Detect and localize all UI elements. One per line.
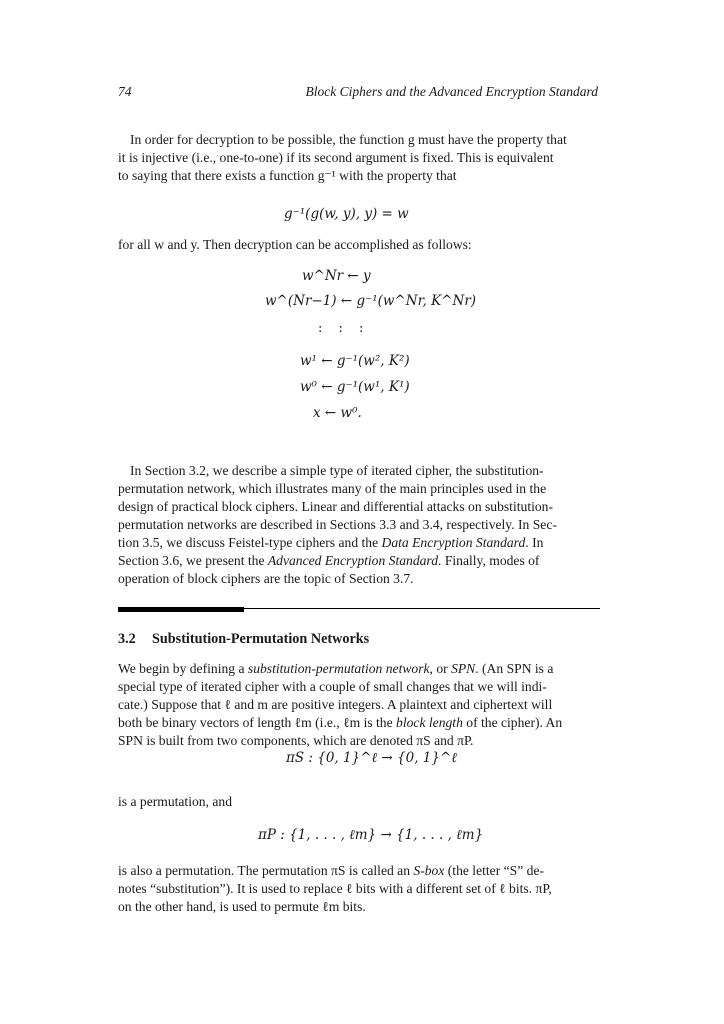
text-line — [118, 862, 598, 880]
text-line: it is injective (i.e., one-to-one) if its second argument is fixed. This is equivalent — [118, 150, 554, 165]
decryption-step: w⁰ ← g⁻¹(w¹, K¹) — [300, 379, 410, 395]
text-line — [118, 714, 598, 732]
section-rule-thin — [244, 608, 600, 609]
spn-paragraph — [118, 660, 598, 750]
emphasis-text: Advanced Encryption Standard — [267, 553, 439, 568]
emphasis-text: block length — [396, 715, 463, 730]
text-line: SPN is built from two components, which are denoted πS and πP. — [118, 733, 474, 748]
section-number: 3.2 — [118, 631, 136, 647]
closing-paragraph — [118, 862, 598, 916]
section-rule-thick — [118, 607, 244, 612]
text-line: special type of iterated cipher with a couple of small changes that we will indi- — [118, 679, 547, 694]
text-span: Section 3.6, we present the — [118, 553, 268, 568]
overview-paragraph — [118, 462, 598, 588]
emphasis-text: S-box — [413, 863, 445, 878]
decryption-intro — [118, 236, 598, 254]
text-span: . Finally, modes of — [438, 553, 540, 568]
text-line: is a permutation, and — [118, 794, 233, 809]
running-title: Block Ciphers and the Advanced Encryption Standard — [305, 84, 598, 99]
text-span: tion 3.5, we discuss Feistel-type ciphers and the — [118, 535, 382, 550]
text-span: (the letter “S” de- — [444, 863, 545, 878]
text-line: notes “substitution”). It is used to replace ℓ bits with a different set of ℓ bits. πP, — [118, 881, 552, 896]
emphasis-text: SPN — [451, 661, 476, 676]
equation-inverse: g⁻¹(g(w, y), y) = w — [284, 206, 409, 222]
page-header — [118, 84, 598, 102]
section-title: Substitution-Permutation Networks — [152, 631, 370, 647]
text-line — [118, 660, 598, 678]
text-span: is also a permutation. The permutation πS is called an — [118, 863, 414, 878]
page-number: 74 — [118, 84, 132, 99]
text-line: In order for decryption to be possible, the function g must have the property that — [130, 132, 567, 147]
text-span: of the cipher). An — [462, 715, 563, 730]
text-line: permutation network, which illustrates many of the main principles used in the — [118, 481, 547, 496]
text-line: on the other hand, is used to permute ℓm bits. — [118, 899, 366, 914]
permutation-text — [118, 793, 598, 811]
text-line — [118, 534, 598, 552]
decryption-step: w¹ ← g⁻¹(w², K²) — [300, 353, 410, 369]
decryption-step: w^(Nr−1) ← g⁻¹(w^Nr, K^Nr) — [265, 293, 477, 309]
text-line: permutation networks are described in Sections 3.3 and 3.4, respectively. In Sec- — [118, 517, 557, 532]
text-span: both be binary vectors of length ℓm (i.e., ℓm is the — [118, 715, 397, 730]
text-line: In Section 3.2, we describe a simple type of iterated cipher, the substitution- — [130, 463, 544, 478]
text-line: to saying that there exists a function g⁻¹ with the property that — [118, 168, 457, 183]
emphasis-text: substitution-permutation network — [247, 661, 430, 676]
text-line: for all w and y. Then decryption can be accomplished as follows: — [118, 237, 472, 252]
text-span: We begin by defining a — [118, 661, 248, 676]
equation-pi-s: πS : {0, 1}^ℓ → {0, 1}^ℓ — [286, 750, 457, 766]
equation-pi-p: πP : {1, . . . , ℓm} → {1, . . . , ℓm} — [258, 827, 484, 843]
text-line — [118, 552, 598, 570]
text-line: design of practical block ciphers. Linear and differential attacks on substitution- — [118, 499, 553, 514]
text-span: , or — [429, 661, 452, 676]
text-line: operation of block ciphers are the topic of Section 3.7. — [118, 571, 414, 586]
text-line: cate.) Suppose that ℓ and m are positive integers. A plaintext and ciphertext will — [118, 697, 553, 712]
decryption-step: x ← w⁰. — [313, 405, 362, 421]
text-span: . (An SPN is a — [475, 661, 554, 676]
section-heading — [118, 631, 369, 648]
text-span: . In — [525, 535, 544, 550]
decryption-step: w^Nr ← y — [302, 268, 371, 284]
intro-paragraph — [118, 131, 598, 185]
vertical-ellipsis: : : : — [318, 321, 370, 336]
emphasis-text: Data Encryption Standard — [381, 535, 526, 550]
